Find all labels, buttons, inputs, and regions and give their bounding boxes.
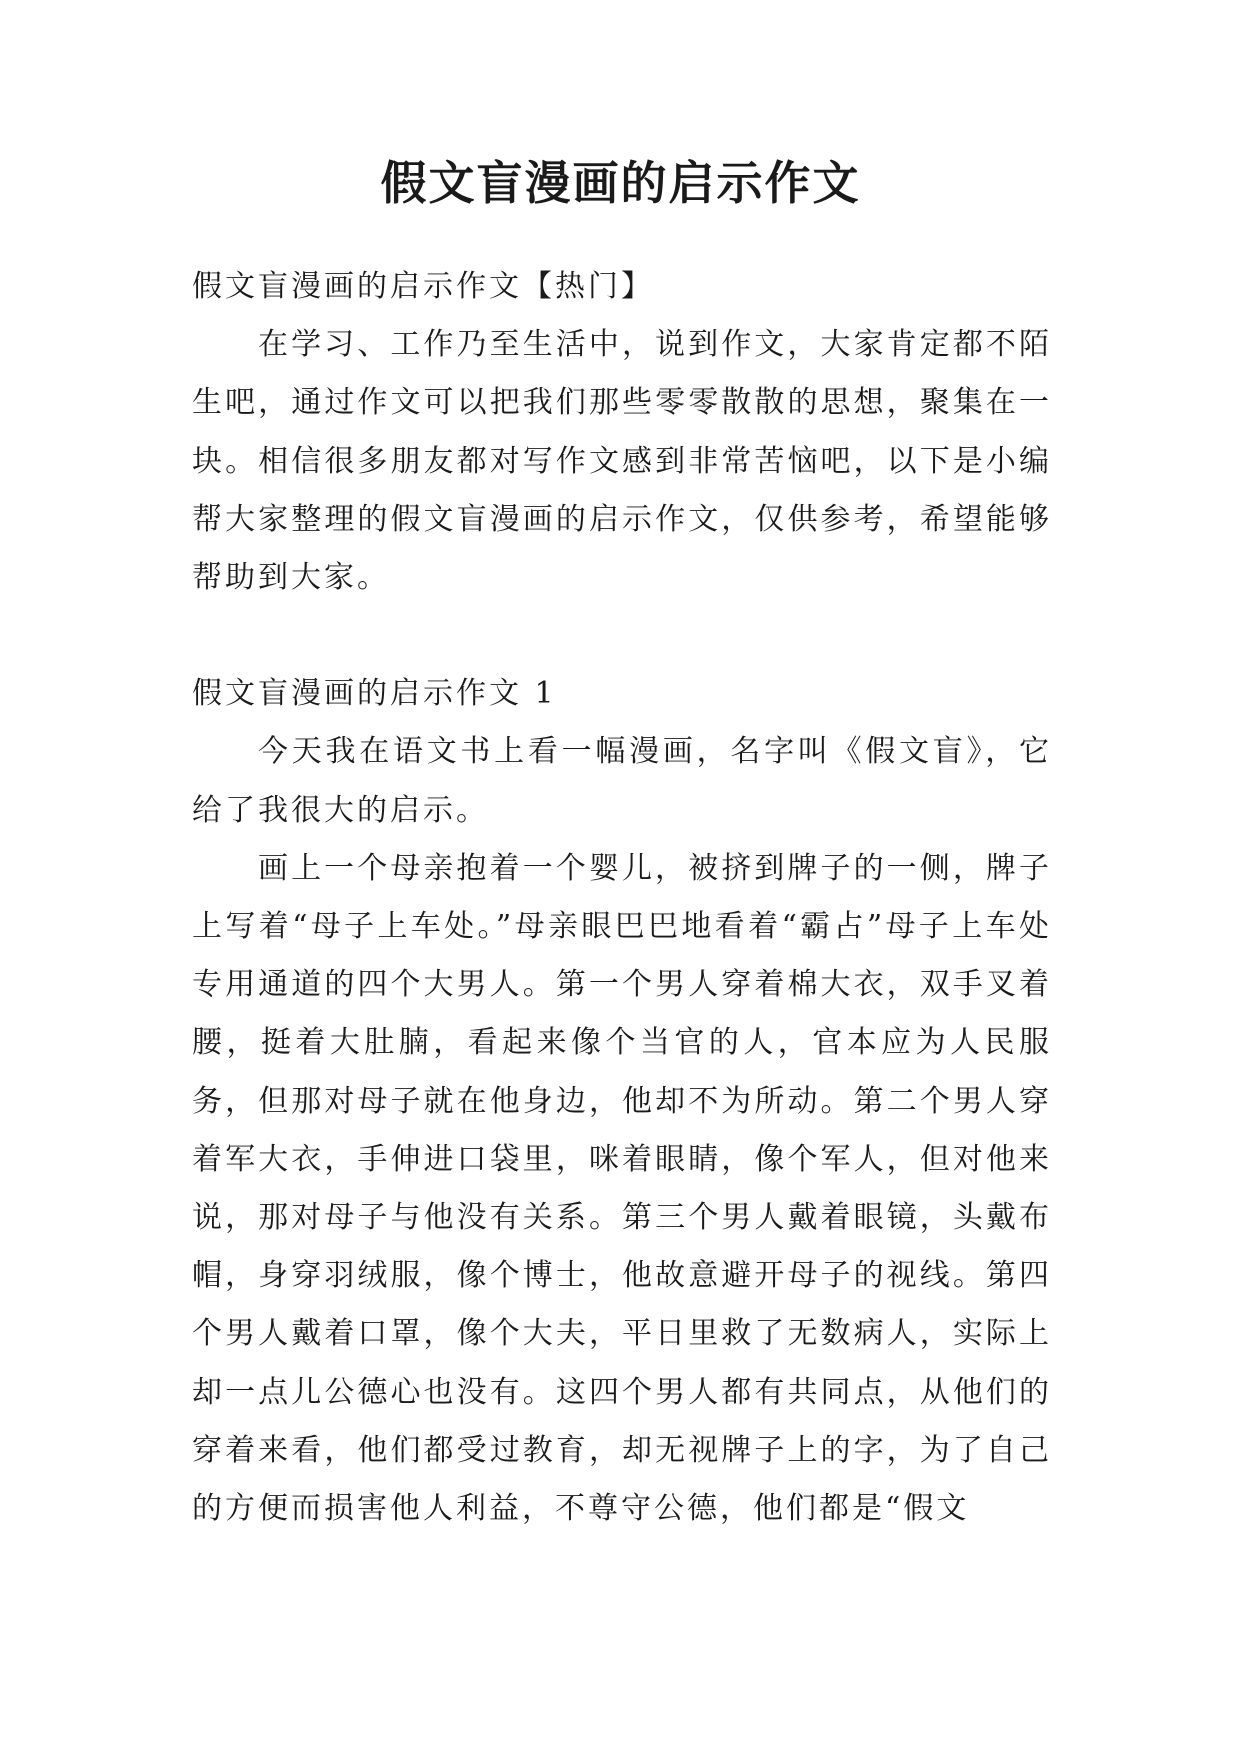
section-spacer (192, 607, 1052, 665)
document-title: 假文盲漫画的启示作文 (380, 156, 861, 210)
document-body (192, 258, 1052, 1538)
intro-heading: 假文盲漫画的启示作文【热门】 (192, 269, 654, 304)
intro-paragraph: 在学习、工作乃至生活中，说到作文，大家肯定都不陌生吧，通过作文可以把我们那些零零散散的思想，聚集在一块。相信很多朋友都对写作文感到非常苦恼吧，以下是小编帮大家整理的假文盲漫画的启示作文，仅供参考，希望能够帮助到大家。 (192, 327, 1052, 596)
section-1-paragraph-2: 画上一个母亲抱着一个婴儿，被挤到牌子的一侧，牌子上写着“母子上车处。”母亲眼巴巴地看着“霸占”母子上车处专用通道的四个大男人。第一个男人穿着棉大衣，双手叉着腰，挺着大肚腩，看起来像个当官的人，官本应为人民服务，但那对母子就在他身边，他却不为所动。第二个男人穿着军大衣，手伸进口袋里，咪着眼睛，像个军人，但对他来说，那对母子与他没有关系。第三个男人戴着眼镜，头戴布帽，身穿羽绒服，像个博士，他故意避开母子的视线。第四个男人戴着口罩，像个大夫，平日里救了无数病人，实际上却一点儿公德心也没有。这四个男人都有共同点，从他们的穿着来看，他们都受过教育，却无视牌子上的字，为了自己的方便而损害他人利益，不尊守公德，他们都是“假文 (192, 850, 1052, 1527)
section-1-paragraph-1: 今天我在语文书上看一幅漫画，名字叫《假文盲》，它给了我很大的启示。 (192, 734, 1052, 828)
section-1-heading: 假文盲漫画的启示作文 1 (192, 676, 557, 712)
